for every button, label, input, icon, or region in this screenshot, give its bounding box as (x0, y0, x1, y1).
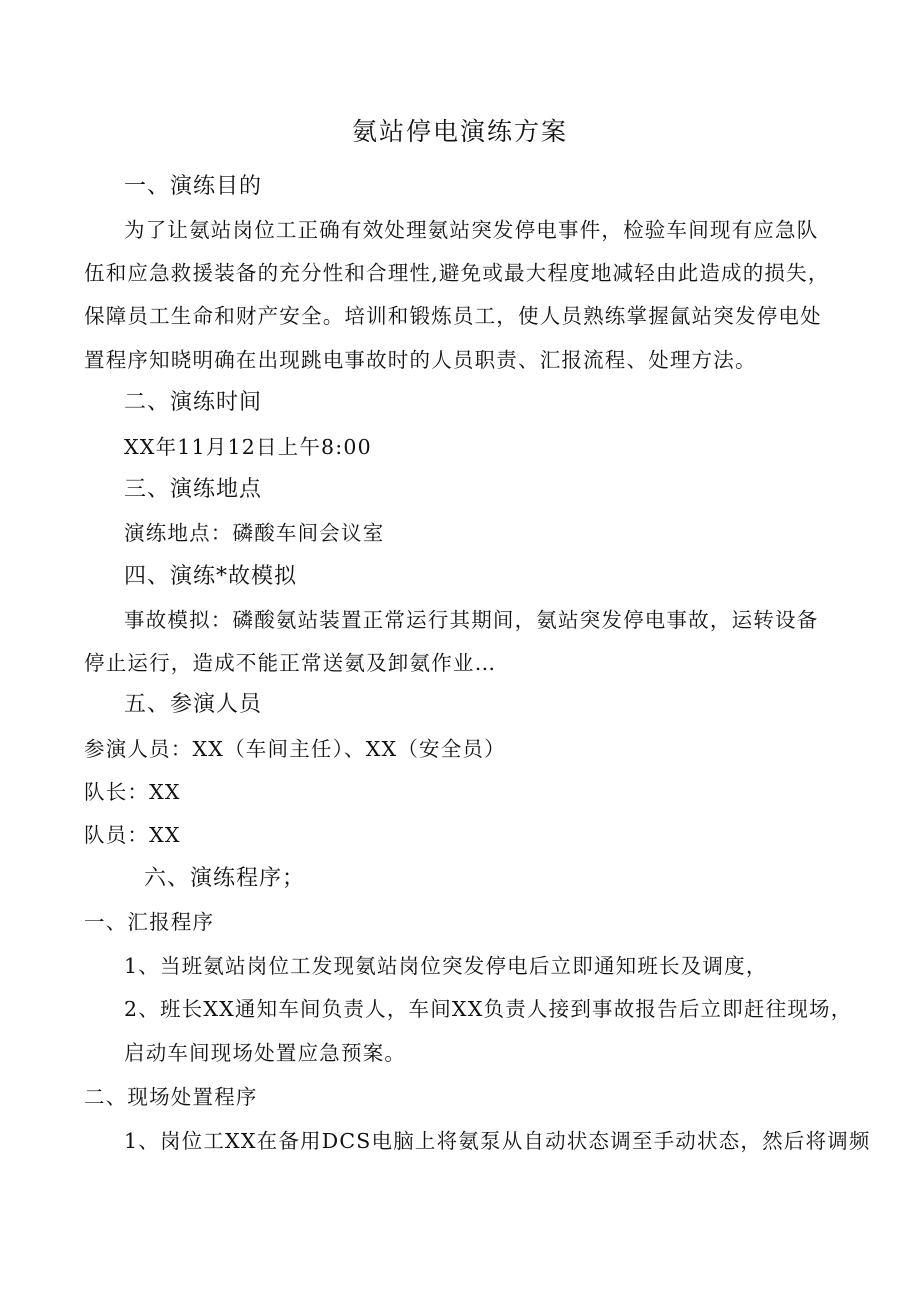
section-heading-purpose: 一、演练目的 (124, 174, 263, 199)
section-heading-location: 三、演练地点 (124, 477, 263, 502)
subsection-heading-onsite: 二、现场处置程序 (84, 1085, 258, 1109)
procedure-item: 1、当班氨站岗位工发现氨站岗位突发停电后立即通知班长及调度， (124, 954, 768, 978)
paragraph-line: 事故模拟：磷酸氨站装置正常运行其期间，氨站突发停电事故，运转设备 (124, 608, 819, 632)
section-heading-simulation: 四、演练*故模拟 (124, 564, 298, 589)
paragraph-line: 置程序知晓明确在出现跳电事故时的人员职责、汇报流程、处理方法。 (84, 348, 757, 372)
paragraph-line: 保障员工生命和财产安全。培训和锻炼员工，使人员熟练掌握氤站突发停电处 (84, 304, 822, 328)
participants-list: 参演人员：XX（车间主任）、XX（安全员） (84, 737, 506, 761)
drill-location: 演练地点：磷酸车间会议室 (124, 521, 385, 545)
drill-time: XX年11月12日上午8:00 (124, 435, 372, 459)
section-heading-time: 二、演练时间 (124, 390, 263, 415)
team-captain: 队长：XX (84, 780, 181, 804)
procedure-item-continued: 启动车间现场处置应急预案。 (124, 1041, 407, 1065)
procedure-item: 2、班长XX通知车间负责人，车间XX负责人接到事故报告后立即赶往现场， (124, 997, 853, 1021)
section-heading-procedure: 六、演练程序； (144, 866, 306, 891)
paragraph-line: 停止运行，造成不能正常送氨及卸氨作业… (84, 651, 497, 675)
subsection-heading-reporting: 一、汇报程序 (84, 910, 215, 934)
team-members: 队员：XX (84, 823, 181, 847)
procedure-item: 1、岗位工XX在备用DCS电脑上将氨泵从自动状态调至手动状态，然后将调频 (124, 1129, 871, 1153)
document-title: 氨站停电演练方案 (351, 117, 568, 146)
section-heading-participants: 五、参演人员 (124, 692, 263, 717)
paragraph-line: 伍和应急救援装备的充分性和合理性,避免或最大程度地减轻由此造成的损失， (84, 261, 830, 285)
paragraph-line: 为了让氨站岗位工正确有效处理氨站突发停电事件，检验车间现有应急队 (124, 218, 819, 242)
